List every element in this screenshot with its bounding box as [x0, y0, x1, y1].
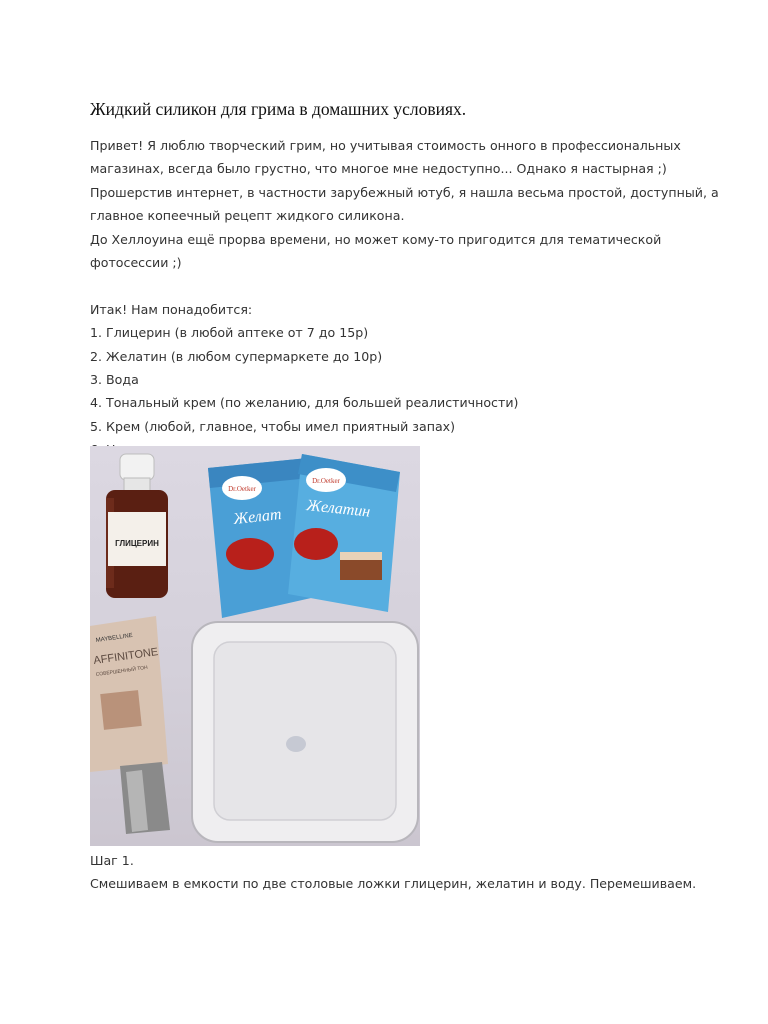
- ingredient-item: 3. Вода: [90, 372, 139, 388]
- tube-brand: MAYBELLINE: [95, 632, 134, 644]
- ingredient-item: 5. Крем (любой, главное, чтобы имел приятный запах): [90, 418, 456, 434]
- intro-line: Привет! Я люблю творческий грим, но учитывая стоимость онного в профессиональных: [90, 138, 681, 153]
- intro-line: До Хеллоуина ещё прорва времени, но может кому-то пригодится для тематической: [90, 231, 662, 247]
- list-heading: Итак! Нам понадобится:: [90, 301, 253, 317]
- ingredients-photo-illustration: [90, 446, 420, 846]
- intro-line: Прошерстив интернет, в частности зарубежный ютуб, я нашла весьма простой, доступный, а: [90, 184, 719, 200]
- tube-line1: AFFINITONE: [92, 646, 159, 667]
- packet-brand: Dr.Oetker: [228, 485, 256, 493]
- article-title: Жидкий силикон для грима в домашних условиях.: [90, 99, 467, 119]
- step-title: Шаг 1.: [90, 853, 134, 868]
- packet-right-text: Желатин: [305, 497, 372, 521]
- step-text: Смешиваем в емкости по две столовые ложки глицерин, желатин и воду. Перемешиваем.: [90, 876, 697, 892]
- ingredient-item: 2. Желатин (в любом супермаркете до 10р): [90, 348, 383, 364]
- tube-line2: СОВЕРШЕННЫЙ ТОН: [95, 664, 149, 678]
- step-section: [90, 849, 710, 896]
- packet-left-text: Желат: [232, 506, 283, 528]
- bottle-label: ГЛИЦЕРИН: [115, 539, 159, 548]
- plastic-container: [192, 622, 418, 842]
- ingredient-item: 4. Тональный крем (по желанию, для большей реалистичности): [90, 395, 519, 411]
- intro-line: фотосессии ;): [90, 255, 182, 271]
- ingredient-item: 1. Глицерин (в любой аптеке от 7 до 15р): [90, 325, 369, 341]
- article: [90, 98, 719, 462]
- intro-line: главное копеечный рецепт жидкого силикона.: [90, 208, 405, 224]
- ingredients-photo: [90, 446, 420, 846]
- packet-brand-right: Dr.Oetker: [312, 477, 340, 485]
- intro-line: магазинах, всегда было грустно, что многое мне недоступно... Однако я настырная ;): [90, 161, 667, 177]
- foundation-tube: [90, 616, 170, 834]
- gelatin-packet-right: [288, 454, 400, 612]
- glycerin-bottle: [106, 454, 168, 598]
- paragraph-gap: [90, 274, 690, 297]
